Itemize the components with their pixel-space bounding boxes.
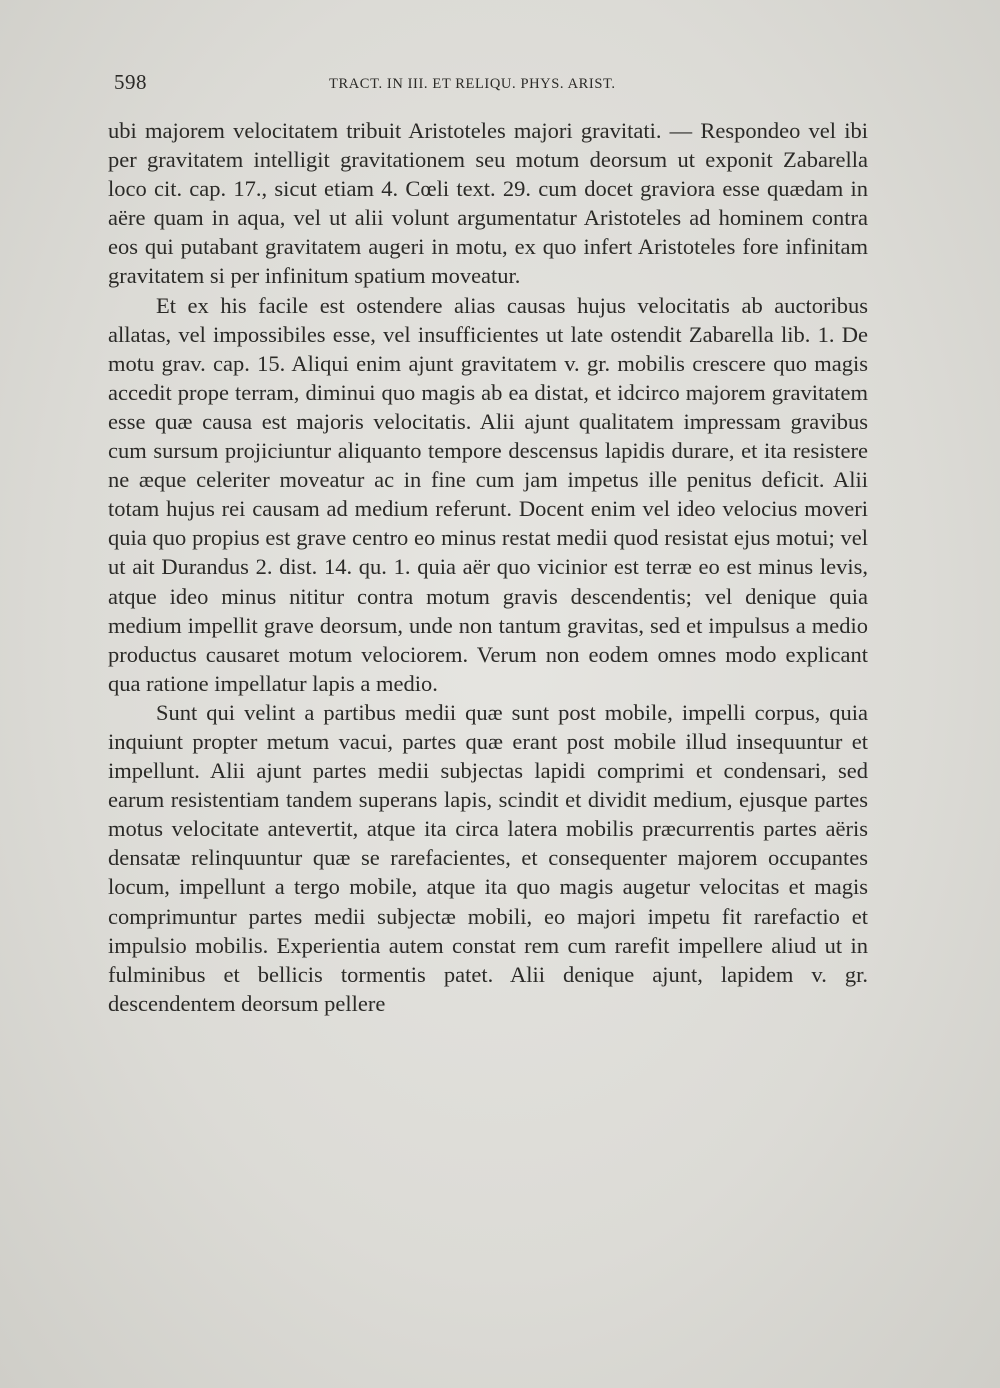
page-number: 598 <box>114 70 147 94</box>
paragraph-continuation: ubi majorem velocitatem tribuit Aristoteles majori gravitati. — Respondeo vel ibi per gravitatem intelligit gravitationem seu motum deorsum ut exponit Zabarella loco cit. cap. 17., sicut etiam 4. Cœli text. 29. cum docet graviora esse quædam in aëre quam in aqua, vel ut alii volunt argumentatur Aristoteles ad hominem contra eos qui putabant gravitatem augeri in motu, ex quo infert Aristoteles fore infinitam gravitatem si per infinitum spatium moveatur. <box>108 118 868 289</box>
running-title: TRACT. IN III. ET RELIQU. PHYS. ARIST. <box>329 76 616 92</box>
body-text <box>108 116 868 1018</box>
paragraph: Et ex his facile est ostendere alias causas hujus velocitatis ab auctoribus allatas, vel impossibiles esse, vel insufficientes ut late ostendit Zabarella lib. 1. De motu grav. cap. 15. Aliqui enim ajunt gravitatem v. gr. mobilis crescere quo magis accedit prope terram, diminui quo magis ab ea distat, et idcirco majorem gravitatem esse quæ causa est majoris velocitatis. Alii ajunt qualitatem impressam gravibus cum sursum projiciuntur aliquanto tempore descensus lapidis durare, et ita resistere ne æque celeriter moveatur ac in fine cum jam impetus ille penitus deficit. Alii totam hujus rei causam ad medium referunt. Docent enim vel ideo velocius moveri quia quo propius est grave centro eo minus restat medii quod resistat ejus motui; vel ut ait Durandus 2. dist. 14. qu. 1. quia aër quo vicinior est terræ eo est minus levis, atque ideo minus nititur contra motum gravis descendentis; vel denique quia medium impellit grave deorsum, unde non tantum gravitas, sed et impulsus a medio productus causaret motum velociorem. Verum non eodem omnes modo explicant qua ratione impellatur lapis a medio. <box>108 292 868 696</box>
running-head <box>114 70 874 100</box>
paragraph: Sunt qui velint a partibus medii quæ sunt post mobile, impelli corpus, quia inquiunt propter metum vacui, partes quæ erant post mobile illud insequuntur et impellunt. Alii ajunt partes medii subjectas lapidi comprimi et condensari, sed earum resistentiam tandem superans lapis, scindit et dividit medium, ejusque partes motus velocitate antevertit, atque ita circa latera mobilis præcurrentis partes aëris densatæ relinquuntur quæ se rarefacientes, et consequenter majorem occupantes locum, impellunt a tergo mobile, atque ita quo magis augetur velocitas et magis comprimuntur partes medii subjectæ mobili, eo majori impetu fit rarefactio et impulsio mobilis. Experientia autem constat rem cum rarefit impellere aliud ut in fulminibus et bellicis tormentis patet. Alii denique ajunt, lapidem v. gr. descendentem deorsum pellere <box>108 699 868 1016</box>
